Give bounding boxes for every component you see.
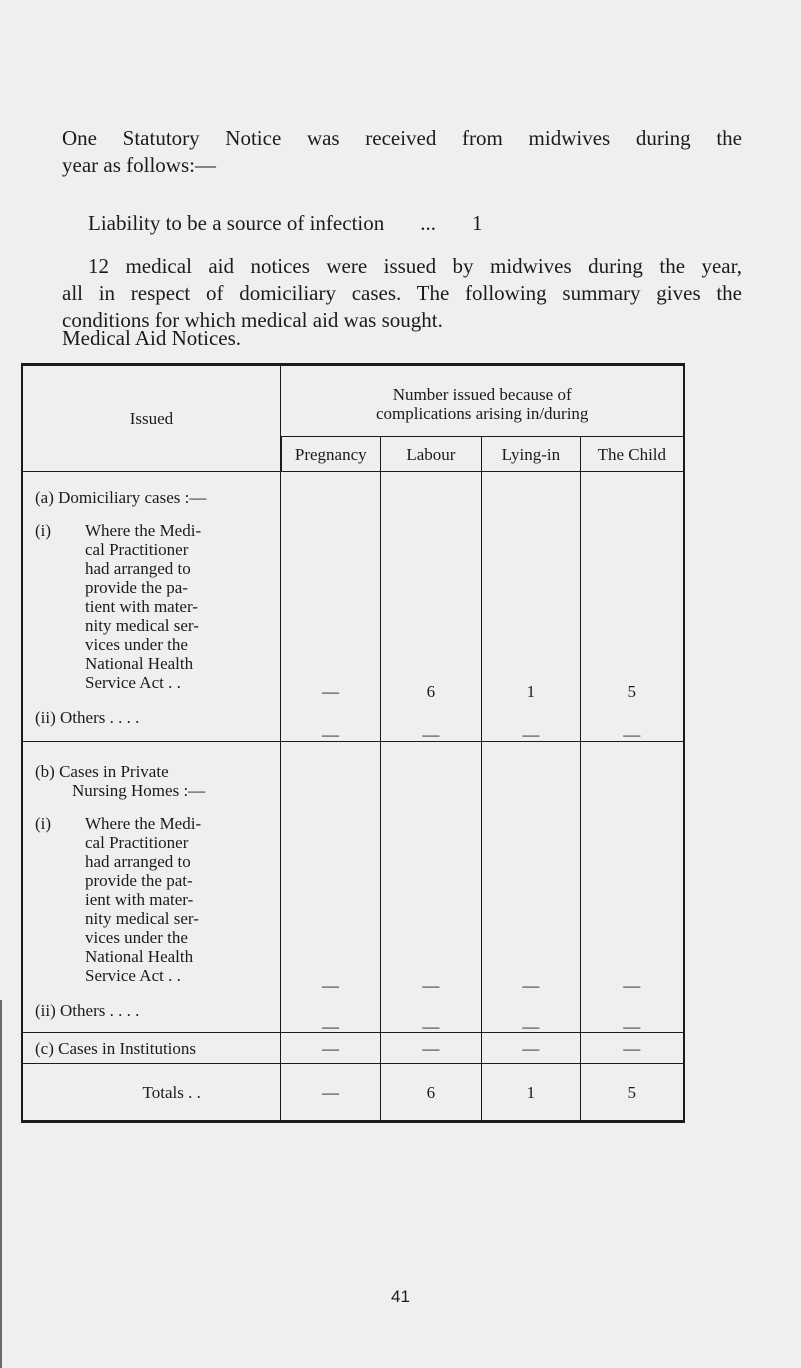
section-b-label — [22, 742, 281, 1033]
header-pregnancy: Pregnancy — [281, 437, 380, 472]
liability-dots: ... — [420, 211, 436, 235]
intro-paragraph — [62, 125, 742, 179]
a-ii-labour: — — [422, 725, 440, 744]
a-i-line: provide the pa- — [85, 578, 188, 597]
notices-line-2: all in respect of domiciliary cases. The following summary gives the — [62, 281, 742, 305]
a-i-line: Service Act . . — [85, 673, 181, 692]
section-a-i-text — [60, 521, 280, 692]
section-b-title-2: Nursing Homes :— — [72, 781, 206, 800]
header-issued: Issued — [22, 365, 281, 472]
b-i-lying-in: — — [522, 976, 540, 995]
b-i-child: — — [623, 976, 641, 995]
liability-count: 1 — [472, 211, 483, 235]
b-pregnancy-cell — [281, 742, 380, 1036]
b-i-line: Where the Medi- — [85, 814, 202, 833]
b-ii-labour: — — [422, 1017, 440, 1036]
a-i-line: cal Practitioner — [85, 540, 189, 559]
a-i-line: nity medical ser- — [85, 616, 199, 635]
header-group-line-1: Number issued because of — [392, 385, 572, 405]
a-i-line: Where the Medi- — [85, 521, 202, 540]
a-i-line: National Health — [85, 654, 194, 673]
section-a-others: (ii) Others . . . . — [35, 708, 140, 727]
totals-row — [22, 1064, 684, 1122]
a-lying-in-cell — [482, 472, 580, 742]
section-c-row — [22, 1033, 684, 1064]
c-pregnancy: — — [281, 1033, 380, 1064]
totals-child: 5 — [580, 1064, 684, 1122]
b-i-line: ient with mater- — [85, 890, 194, 909]
section-a-i — [35, 521, 280, 692]
a-labour-cell — [380, 472, 482, 742]
notices-line-3: conditions for which medical aid was sought. — [62, 308, 443, 332]
b-ii-lying-in: — — [522, 1017, 540, 1036]
b-i-line: vices under the — [85, 928, 188, 947]
header-group — [281, 365, 684, 437]
b-i-line: had arranged to — [85, 852, 191, 871]
section-a-title: (a) Domiciliary cases :— — [35, 488, 207, 507]
medical-aid-table — [21, 363, 685, 1123]
a-ii-child: — — [623, 725, 641, 744]
b-lying-in-cell — [482, 742, 580, 1036]
section-a-i-mark: (i) — [35, 521, 52, 540]
intro-line-1: One Statutory Notice was received from midwives during the — [62, 126, 742, 150]
scan-edge — [0, 1000, 2, 1368]
b-i-line: cal Practitioner — [85, 833, 189, 852]
a-child-cell — [580, 472, 684, 742]
totals-label: Totals . . — [22, 1064, 281, 1122]
c-labour: — — [380, 1033, 482, 1064]
b-i-line: Service Act . . — [85, 966, 181, 985]
a-i-child: 5 — [627, 682, 637, 701]
a-ii-lying-in: — — [522, 725, 540, 744]
section-b-row — [22, 742, 684, 1033]
section-b-i — [35, 814, 280, 985]
c-lying-in: — — [482, 1033, 580, 1064]
header-labour: Labour — [380, 437, 482, 472]
c-child: — — [580, 1033, 684, 1064]
b-child-cell — [580, 742, 684, 1036]
notices-paragraph — [62, 253, 742, 334]
section-a-label — [22, 472, 281, 742]
section-b-others: (ii) Others . . . . — [35, 1001, 140, 1020]
b-i-line: nity medical ser- — [85, 909, 199, 928]
a-i-pregnancy: — — [321, 682, 339, 701]
section-c-label: (c) Cases in Institutions — [22, 1033, 281, 1064]
section-b-i-text — [60, 814, 280, 985]
a-i-line: vices under the — [85, 635, 188, 654]
b-i-line: provide the pat- — [85, 871, 193, 890]
notices-line-1: 12 medical aid notices were issued by midwives during the year, — [88, 254, 742, 278]
a-i-line: tient with mater- — [85, 597, 198, 616]
header-group-line-2: complications arising in/during — [375, 404, 589, 424]
table-heading: Medical Aid Notices. — [62, 326, 242, 350]
totals-pregnancy: — — [281, 1064, 380, 1122]
liability-label: Liability to be a source of infection — [88, 211, 385, 235]
b-i-labour: — — [422, 976, 440, 995]
intro-line-2: year as follows:— — [62, 153, 216, 177]
b-ii-child: — — [623, 1017, 641, 1036]
a-i-labour: 6 — [426, 682, 436, 701]
a-i-lying-in: 1 — [526, 682, 536, 701]
b-i-line: National Health — [85, 947, 194, 966]
section-b-i-mark: (i) — [35, 814, 52, 833]
totals-lying-in: 1 — [482, 1064, 580, 1122]
header-the-child: The Child — [580, 437, 684, 472]
b-labour-cell — [380, 742, 482, 1036]
section-b-title-1: (b) Cases in Private — [35, 762, 169, 781]
b-i-pregnancy: — — [321, 976, 339, 995]
totals-labour: 6 — [380, 1064, 482, 1122]
header-lying-in: Lying-in — [482, 437, 580, 472]
section-a-row — [22, 472, 684, 742]
page-number: 41 — [391, 1287, 410, 1306]
a-ii-pregnancy: — — [321, 725, 339, 744]
b-ii-pregnancy: — — [321, 1017, 339, 1036]
a-pregnancy-cell — [281, 472, 380, 742]
a-i-line: had arranged to — [85, 559, 191, 578]
liability-line — [88, 210, 748, 237]
